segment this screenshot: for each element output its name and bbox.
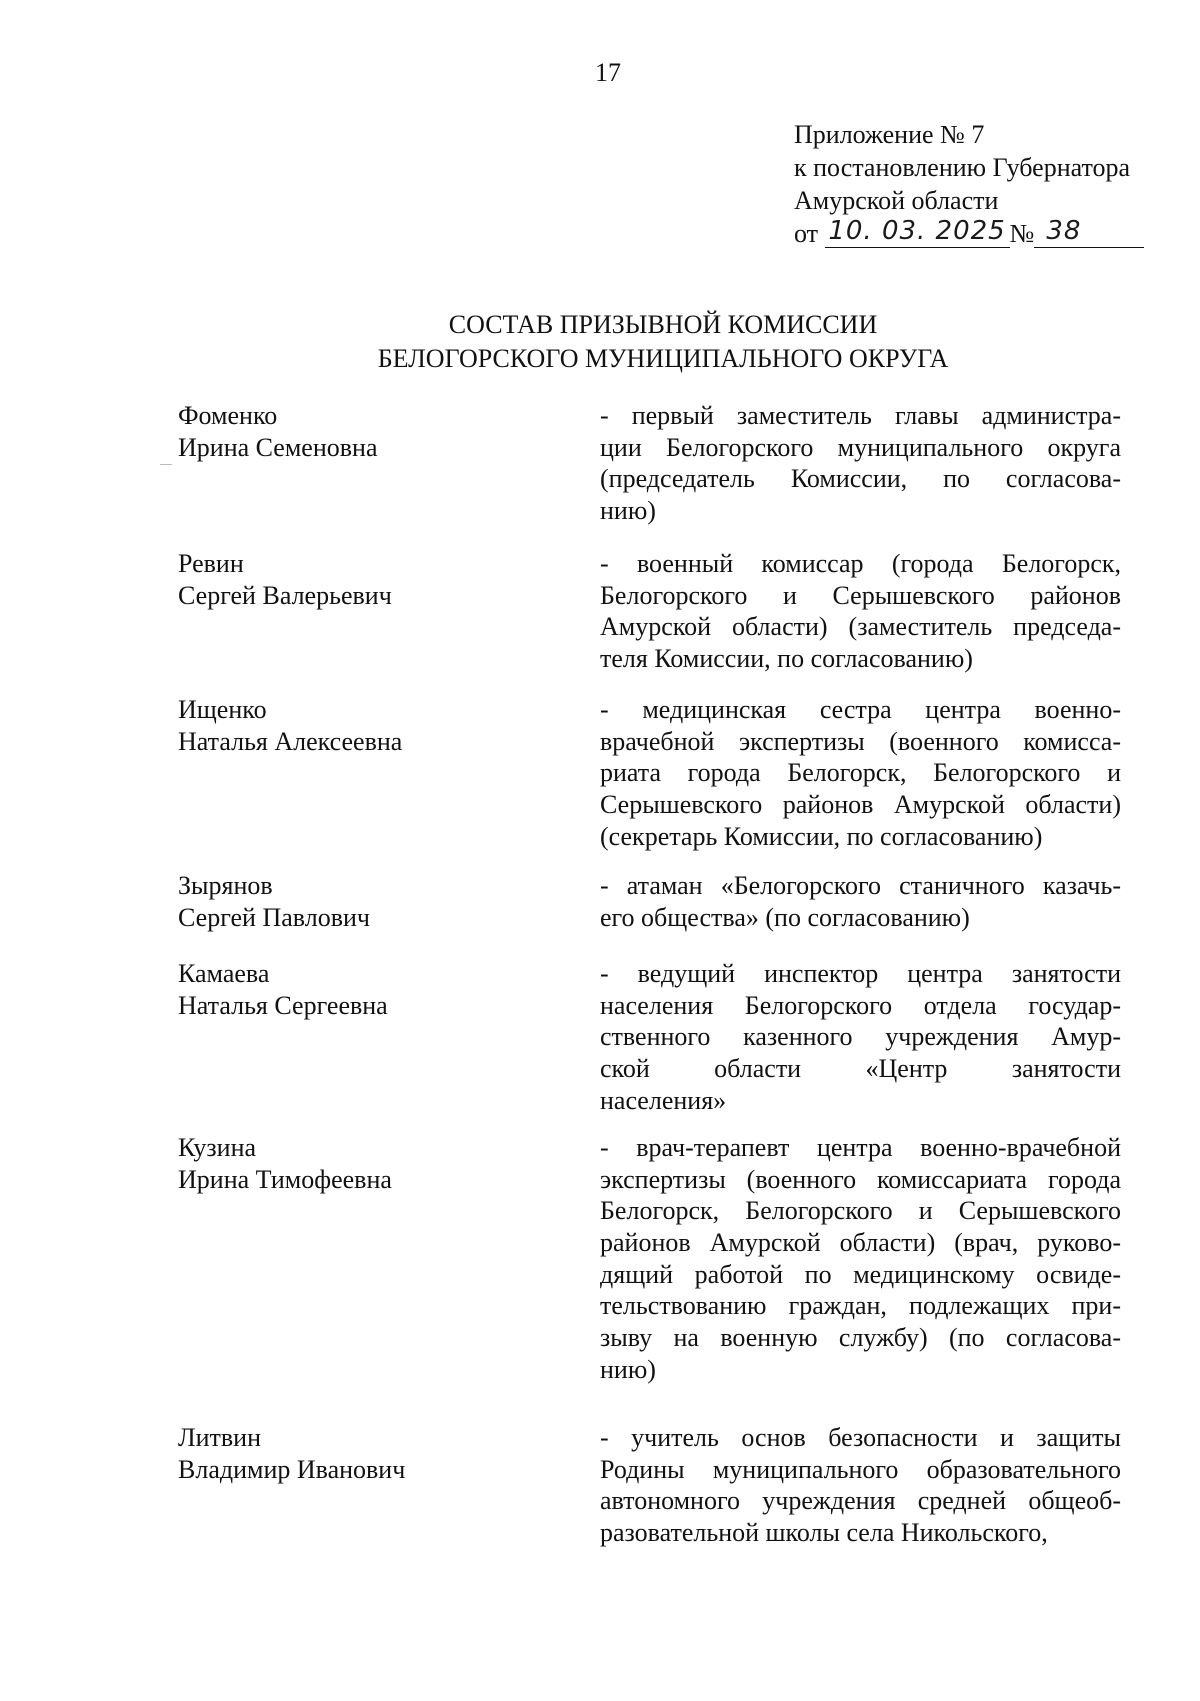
title-line-2: БЕЛОГОРСКОГО МУНИЦИПАЛЬНОГО ОКРУГА [377,344,949,373]
member-surname: Ревин [178,549,244,578]
appendix-line-1: Приложение № 7 [794,120,985,149]
member-role [600,694,1121,852]
member-role-line: населения Белогорского отдела государ- [600,990,1121,1020]
handwritten-date: 10. 03. 2025 [828,216,1006,246]
member-role-line: нию) [600,496,656,526]
member-role [600,958,1121,1116]
member-role-line: автономного учреждения средней общеоб- [600,1486,1121,1516]
margin-mark [160,464,172,465]
member-role-line: населения» [600,1085,727,1115]
member-surname: Камаева [178,959,270,988]
member-role-line: Родины муниципального образовательного [600,1454,1121,1484]
member-name [178,1132,538,1196]
member-role-line: Амурской области) (заместитель председа- [600,612,1121,642]
member-name [178,400,538,464]
member-given-names: Наталья Сергеевна [178,991,388,1020]
member-role-line: (секретарь Комиссии, по согласованию) [600,821,1043,851]
member-role-line: нию) [600,1354,656,1384]
member-name [178,870,538,934]
member-role-line: ской области «Центр занятости [600,1054,1121,1084]
date-field [825,216,1010,248]
member-role [600,548,1121,675]
member-name [178,694,538,758]
member-role [600,400,1121,527]
handwritten-number: 38 [1046,216,1082,246]
member-surname: Зырянов [178,871,273,900]
member-role-line: зыву на военную службу) (по согласова- [600,1323,1121,1353]
member-role-line: Белогорского и Серышевского районов [600,580,1121,610]
member-given-names: Сергей Павлович [178,903,370,932]
number-label: № [1009,219,1035,248]
member-role [600,1132,1121,1386]
member-role-line: - учитель основ безопасности и защиты [600,1423,1121,1452]
member-role-line: Белогорск, Белогорского и Серышевского [600,1196,1121,1226]
member-role-line: - ведущий инспектор центра занятости [600,959,1121,988]
member-role-line: Серышевского районов Амурской области) [600,790,1121,820]
member-name [178,548,538,612]
member-role-line: теля Комиссии, по согласованию) [600,644,973,674]
member-role-line: - военный комиссар (города Белогорск, [600,549,1121,578]
member-role-line: - медицинская сестра центра военно- [600,695,1121,724]
appendix-line-2: к постановлению Губернатора [794,153,1131,182]
member-role-line: риата города Белогорск, Белогорского и [600,758,1121,788]
member-given-names: Наталья Алексеевна [178,727,403,756]
member-role [600,870,1121,933]
member-given-names: Ирина Семеновна [178,433,378,462]
member-role-line: тельствованию граждан, подлежащих при- [600,1291,1121,1321]
appendix-header [794,118,1144,250]
member-role-line: врачебной экспертизы (военного комисса- [600,726,1121,756]
member-surname: Литвин [178,1423,262,1452]
page-number: 17 [595,58,621,87]
member-given-names: Ирина Тимофеевна [178,1165,392,1194]
member-role-line: разовательной школы села Никольского, [600,1518,1048,1548]
member-role-line: ственного казенного учреждения Амур- [600,1022,1121,1052]
member-role-line: - атаман «Белогорского станичного казачь- [600,871,1121,900]
member-role-line: экспертизы (военного комиссариата города [600,1164,1121,1194]
member-surname: Кузина [178,1133,257,1162]
title-line-1: СОСТАВ ПРИЗЫВНОЙ КОМИССИИ [448,310,878,339]
appendix-date-line [794,217,1144,250]
member-role-line: его общества» (по согласованию) [600,902,970,932]
member-role [600,1422,1121,1549]
member-surname: Фоменко [178,401,278,430]
member-name [178,958,538,1022]
member-role-line: ции Белогорского муниципального округа [600,432,1121,462]
member-given-names: Владимир Иванович [178,1455,406,1484]
number-field [1034,216,1144,248]
member-role-line: - врач-терапевт центра военно-врачебной [600,1133,1121,1162]
member-surname: Ищенко [178,695,267,724]
appendix-line-3: Амурской области [794,186,999,215]
member-role-line: районов Амурской области) (врач, руково- [600,1228,1121,1258]
member-name [178,1422,538,1486]
member-role-line: дящий работой по медицинскому освиде- [600,1259,1121,1289]
member-given-names: Сергей Валерьевич [178,581,392,610]
document-title [0,308,1200,376]
member-role-line: (председатель Комиссии, по согласова- [600,464,1121,494]
date-prefix: от [794,219,819,248]
member-role-line: - первый заместитель главы администра- [600,401,1121,430]
